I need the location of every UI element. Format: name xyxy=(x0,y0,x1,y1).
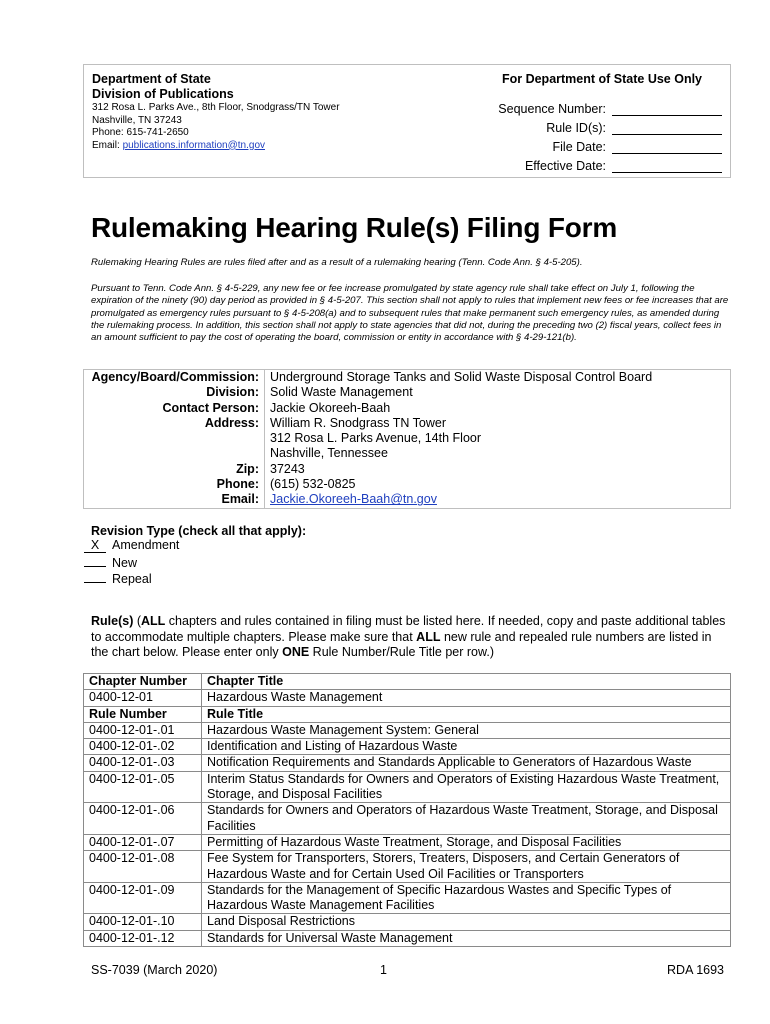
agency-label: Agency/Board/Commission: xyxy=(84,370,265,386)
file-date-field[interactable] xyxy=(482,135,722,154)
table-header-row xyxy=(84,706,731,722)
table-row xyxy=(84,930,731,946)
email-label: Email: xyxy=(92,139,123,151)
rules-emphasis: ALL xyxy=(141,614,166,628)
org-line2: Division of Publications xyxy=(92,87,234,101)
header-box xyxy=(83,64,731,178)
revision-checkmark[interactable] xyxy=(84,569,106,583)
rule-title: Standards for the Management of Specific Hazardous Wastes and Specific Types of Hazardous Waste Management Facilities xyxy=(202,882,731,914)
revision-label: New xyxy=(112,556,138,570)
revision-checkmark[interactable]: X xyxy=(84,539,106,553)
address-value-line2: 312 Rosa L. Parks Avenue, 14th Floor xyxy=(270,431,482,446)
rule-title: Standards for Universal Waste Management xyxy=(202,930,731,946)
rule-title: Land Disposal Restrictions xyxy=(202,914,731,930)
revision-heading: Revision Type (check all that apply): xyxy=(91,524,307,538)
division-value: Solid Waste Management xyxy=(270,385,413,400)
rules-table xyxy=(83,673,731,947)
zip-label: Zip: xyxy=(84,462,265,477)
rule-number: 0400-12-01-.07 xyxy=(84,834,202,850)
sequence-number-field[interactable] xyxy=(482,97,722,116)
department-address-block xyxy=(92,72,340,152)
division-label: Division: xyxy=(84,385,265,400)
address-line1: 312 Rosa L. Parks Ave., 8th Floor, Snodgrass/TN Tower xyxy=(92,102,340,113)
rules-emphasis: ONE xyxy=(282,645,310,659)
rules-text: new rule and repealed rule numbers are listed in the chart below. Please enter only xyxy=(91,629,712,659)
table-row xyxy=(84,851,731,883)
revision-amendment[interactable] xyxy=(84,538,179,553)
chapter-number-header: Chapter Number xyxy=(84,674,202,690)
rule-number-header: Rule Number xyxy=(84,706,202,722)
state-use-block xyxy=(482,72,722,173)
table-row xyxy=(84,803,731,835)
address-line2: Nashville, TN 37243 xyxy=(92,114,182,126)
table-row xyxy=(84,914,731,930)
chapter-title: Hazardous Waste Management xyxy=(202,690,731,706)
address-value xyxy=(265,416,731,462)
chapter-number: 0400-12-01 xyxy=(84,690,202,706)
field-line xyxy=(612,160,722,173)
publications-email-link[interactable]: publications.information@tn.gov xyxy=(122,139,266,151)
field-line xyxy=(612,122,722,135)
zip-value: 37243 xyxy=(270,461,305,476)
address-value-line3: Nashville, Tennessee xyxy=(270,446,388,461)
rule-number: 0400-12-01-.08 xyxy=(84,851,202,883)
rule-number: 0400-12-01-.05 xyxy=(84,771,202,803)
field-line xyxy=(612,141,722,154)
page-number: 1 xyxy=(380,963,387,977)
phone-line: Phone: 615-741-2650 xyxy=(92,127,189,138)
table-row xyxy=(84,722,731,738)
revision-label: Amendment xyxy=(112,538,180,552)
table-row xyxy=(84,771,731,803)
phone-label: Phone: xyxy=(84,477,265,492)
rules-word: Rule(s) xyxy=(91,614,134,628)
intro-fee-notice: Pursuant to Tenn. Code Ann. § 4-5-229, any new fee or fee increase promulgated by state agency rule shall take effect on July 1, following the expiration of the ninety (90) day period as provided in § 4-5-207. This section shall not apply to rules that implement new fees or fee increases that are promulgated as emergency rules pursuant to § 4-5-208(a) and to subsequent rules that make permanent such emergency rules, as amended during the rulemaking process. In addition, this section shall not apply to state agencies that did not, during the preceding two (2) fiscal years, collect fees in an amount sufficient to pay the cost of operating the board, commission or entity in accordance with § 4-29-121(b). xyxy=(91,283,729,344)
agency-value: Underground Storage Tanks and Solid Waste Disposal Control Board xyxy=(270,370,653,384)
table-row xyxy=(84,834,731,850)
revision-label: Repeal xyxy=(112,572,152,586)
revision-repeal[interactable] xyxy=(84,569,152,586)
rule-ids-field[interactable] xyxy=(482,116,722,135)
rule-number: 0400-12-01-.10 xyxy=(84,914,202,930)
rule-title: Notification Requirements and Standards Applicable to Generators of Hazardous Waste xyxy=(202,755,731,771)
table-row xyxy=(84,755,731,771)
rules-text: ( xyxy=(133,614,142,628)
email-line xyxy=(92,140,340,153)
rule-number: 0400-12-01-.01 xyxy=(84,722,202,738)
rule-title-header: Rule Title xyxy=(202,706,731,722)
chapter-row xyxy=(84,690,731,706)
chapter-title-header: Chapter Title xyxy=(202,674,731,690)
agency-info-table xyxy=(83,369,731,509)
revision-new[interactable] xyxy=(84,553,137,570)
table-row xyxy=(84,882,731,914)
rule-title: Standards for Owners and Operators of Hazardous Waste Treatment, Storage, and Disposal Facilities xyxy=(202,803,731,835)
field-line xyxy=(612,103,722,116)
rule-number: 0400-12-01-.06 xyxy=(84,803,202,835)
phone-value: (615) 532-0825 xyxy=(270,477,356,492)
address-value-line1: William R. Snodgrass TN Tower xyxy=(270,415,446,430)
email-value xyxy=(265,492,731,508)
rule-title: Permitting of Hazardous Waste Treatment, Storage, and Disposal Facilities xyxy=(202,834,731,850)
rule-title: Interim Status Standards for Owners and Operators of Existing Hazardous Waste Treatment, Storage, and Disposal Facilities xyxy=(202,771,731,803)
rules-instructions xyxy=(91,614,731,661)
email-label: Email: xyxy=(84,492,265,508)
state-use-heading: For Department of State Use Only xyxy=(501,72,703,86)
table-row xyxy=(84,739,731,755)
rule-number: 0400-12-01-.03 xyxy=(84,755,202,771)
revision-checkmark[interactable] xyxy=(84,553,106,567)
effective-date-field[interactable] xyxy=(482,154,722,173)
rule-number: 0400-12-01-.12 xyxy=(84,930,202,946)
rule-number: 0400-12-01-.09 xyxy=(84,882,202,914)
field-label: Effective Date: xyxy=(524,159,606,173)
rule-title: Hazardous Waste Management System: General xyxy=(202,722,731,738)
rules-text: chapters and rules contained in filing must be listed here. If needed, copy and paste additional tables to accommodate multiple chapters. Please make sure that xyxy=(91,614,726,644)
field-label: Rule ID(s): xyxy=(546,121,606,135)
page-title: Rulemaking Hearing Rule(s) Filing Form xyxy=(91,212,618,243)
contact-value: Jackie Okoreeh-Baah xyxy=(270,400,391,415)
revision-section xyxy=(91,523,306,539)
org-line1: Department of State xyxy=(92,72,211,86)
rule-title: Fee System for Transporters, Storers, Treaters, Disposers, and Certain Generators of Hazardous Waste and for Certain Used Oil Facilities or Transporters xyxy=(202,851,731,883)
rules-text: Rule Number/Rule Title per row.) xyxy=(309,645,494,659)
contact-label: Contact Person: xyxy=(84,401,265,416)
intro-definition: Rulemaking Hearing Rules are rules filed after and as a result of a rulemaking hearing (Tenn. Code Ann. § 4-5-205). xyxy=(91,257,583,268)
field-label: File Date: xyxy=(552,140,606,154)
rule-title: Identification and Listing of Hazardous Waste xyxy=(202,739,731,755)
table-header-row xyxy=(84,674,731,690)
rules-emphasis: ALL xyxy=(416,629,441,644)
field-label: Sequence Number: xyxy=(498,102,606,116)
address-label: Address: xyxy=(84,416,265,462)
contact-email-link[interactable]: Jackie.Okoreeh-Baah@tn.gov xyxy=(270,492,437,507)
rda-number: RDA 1693 xyxy=(667,963,724,977)
form-id: SS-7039 (March 2020) xyxy=(91,963,218,977)
rule-number: 0400-12-01-.02 xyxy=(84,739,202,755)
